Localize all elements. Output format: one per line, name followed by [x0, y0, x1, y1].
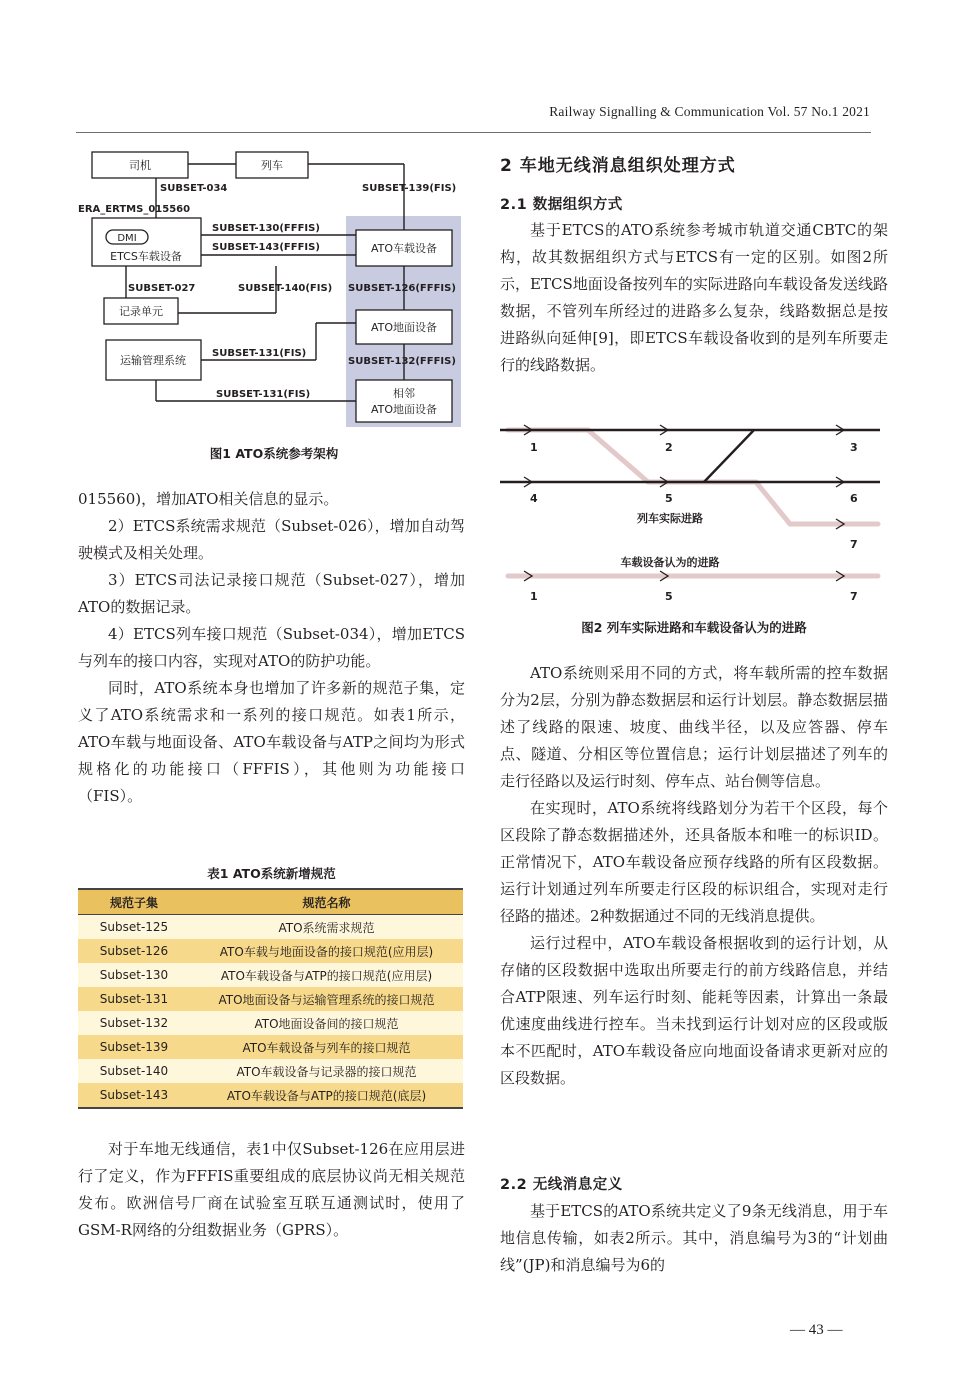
label-subset-034: SUBSET-034 — [160, 183, 228, 194]
node-label: 5 — [665, 590, 673, 603]
right-paragraph-1: 基于ETCS的ATO系统参考城市轨道交通CBTC的架构，故其数据组织方式与ETCS有一定的区别。如图2所示，ETCS地面设备按列车的实际进路向车载设备发送线路数据，不管列车所经过的进路多么复杂，线路数据总是按进路纵向延伸[9]，即ETCS车载设备收到的是列车所要走行的线路数据。 — [500, 221, 888, 374]
onboard-route-label: 车载设备认为的进路 — [620, 556, 720, 569]
node-label: 6 — [850, 492, 858, 505]
table-cell-name: ATO车载与地面设备的接口规范(应用层) — [190, 939, 463, 963]
section-2-1-heading: 2.1 数据组织方式 — [500, 197, 623, 213]
left-paragraph-1: 015560)，增加ATO相关信息的显示。 — [78, 490, 339, 508]
node-label: 7 — [850, 538, 858, 551]
table-cell-name: ATO地面设备间的接口规范 — [190, 1011, 463, 1035]
left-bottom-text — [78, 1136, 465, 1244]
node-label: 7 — [850, 590, 858, 603]
right-paragraph-5: 基于ETCS的ATO系统共定义了9条无线消息，用于车地信息传输，如表2所示。其中，消息编号为3的“计划曲线”(JP)和消息编号为6的 — [500, 1202, 888, 1274]
label-subset-027: SUBSET-027 — [128, 283, 196, 294]
route-highlight — [588, 430, 648, 482]
figure2-diagram — [498, 418, 888, 610]
node-label: 2 — [665, 441, 673, 454]
section-2-heading: 2 车地无线消息组织处理方式 — [500, 156, 736, 176]
adjacent-label-line1: 相邻 — [393, 387, 415, 400]
table1-header-subset: 规范子集 — [78, 889, 190, 915]
table-cell-subset: Subset-125 — [78, 915, 190, 940]
table-cell-subset: Subset-143 — [78, 1083, 190, 1108]
label-subset-143: SUBSET-143(FFFIS) — [212, 242, 320, 253]
table-cell-subset: Subset-139 — [78, 1035, 190, 1059]
node-label: 5 — [665, 492, 673, 505]
ato-ground-label: ATO地面设备 — [370, 321, 438, 334]
label-era: ERA_ERTMS_015560 — [78, 204, 191, 215]
table-cell-name: ATO车载设备与列车的接口规范 — [190, 1035, 463, 1059]
table-cell-subset: Subset-131 — [78, 987, 190, 1011]
tms-label: 运输管理系统 — [120, 354, 186, 367]
table-cell-subset: Subset-130 — [78, 963, 190, 987]
section-2-2-heading: 2.2 无线消息定义 — [500, 1177, 623, 1193]
label-subset-131b: SUBSET-131(FIS) — [216, 389, 311, 400]
right-paragraph-2: ATO系统则采用不同的方式，将车载所需的控车数据分为2层，分别为静态数据层和运行计划层。静态数据层描述了线路的限速、坡度、曲线半径，以及应答器、停车点、隧道、分相区等位置信息；运行计划层描述了列车的走行径路以及运行时刻、停车点、站台侧等信息。 — [500, 664, 888, 790]
page-number: — 43 — — [790, 1322, 843, 1338]
table-row — [78, 1059, 463, 1083]
driver-label: 司机 — [129, 159, 151, 172]
table-row — [78, 1035, 463, 1059]
right-text-block-3 — [500, 1198, 888, 1279]
label-subset-132: SUBSET-132(FFFIS) — [348, 356, 456, 367]
table-row — [78, 963, 463, 987]
table-row — [78, 939, 463, 963]
table-row — [78, 1083, 463, 1108]
figure2-caption: 图2 列车实际进路和车载设备认为的进路 — [581, 620, 807, 635]
table1-caption: 表1 ATO系统新增规范 — [207, 866, 336, 881]
table1-header-name: 规范名称 — [190, 889, 463, 915]
running-head: Railway Signalling & Communication Vol. 57 No.1 2021 — [549, 104, 870, 119]
left-column-text — [78, 486, 465, 810]
table-cell-name: ATO车载设备与记录器的接口规范 — [190, 1059, 463, 1083]
table-row — [78, 1011, 463, 1035]
table-row — [78, 915, 463, 940]
node-label: 1 — [530, 441, 538, 454]
table-cell-name: ATO车载设备与ATP的接口规范(应用层) — [190, 963, 463, 987]
node-label: 3 — [850, 441, 858, 454]
figure1-caption: 图1 ATO系统参考架构 — [209, 446, 339, 461]
table1 — [78, 888, 463, 1109]
right-text-block-1 — [500, 217, 888, 379]
table-cell-subset: Subset-140 — [78, 1059, 190, 1083]
table1-container — [78, 888, 463, 1109]
left-paragraph-2: 2）ETCS系统需求规范（Subset-026），增加自动驾驶模式及相关处理。 — [78, 517, 465, 562]
route-highlight — [756, 482, 790, 524]
figure1-diagram — [76, 148, 468, 450]
left-paragraph-5: 同时，ATO系统本身也增加了许多新的规范子集，定义了ATO系统需求和一系列的接口规范。如表1所示，ATO车载与地面设备、ATO车载设备与ATP之间均为形式规格化的功能接口（FFFIS），其他则为功能接口（FIS）。 — [78, 679, 465, 805]
label-subset-140: SUBSET-140(FIS) — [238, 283, 333, 294]
table-row — [78, 987, 463, 1011]
dmi-label: DMI — [117, 233, 137, 244]
table-cell-subset: Subset-126 — [78, 939, 190, 963]
node-label: 1 — [530, 590, 538, 603]
table1-header-row — [78, 889, 463, 915]
right-text-block-2 — [500, 660, 888, 1092]
right-paragraph-3: 在实现时，ATO系统将线路划分为若干个区段，每个区段除了静态数据描述外，还具备版本和唯一的标识ID。正常情况下，ATO车载设备应预存线路的所有区段数据。运行计划通过列车所要走行区段的标识组合，实现对走行径路的描述。2种数据通过不同的无线消息提供。 — [500, 799, 888, 925]
label-subset-139: SUBSET-139(FIS) — [362, 183, 457, 194]
table-cell-name: ATO车载设备与ATP的接口规范(底层) — [190, 1083, 463, 1108]
etcs-onboard-label: ETCS车载设备 — [110, 250, 182, 263]
label-subset-131a: SUBSET-131(FIS) — [212, 348, 307, 359]
right-paragraph-4: 运行过程中，ATO车载设备根据收到的运行计划，从存储的区段数据中选取出所要走行的前方线路信息，并结合ATP限速、列车运行时刻、能耗等因素，计算出一条最优速度曲线进行控车。当未找到运行计划对应的区段或版本不匹配时，ATO车载设备应向地面设备请求更新对应的区段数据。 — [500, 934, 888, 1087]
table-cell-name: ATO地面设备与运输管理系统的接口规范 — [190, 987, 463, 1011]
table-cell-subset: Subset-132 — [78, 1011, 190, 1035]
crossover-line — [704, 430, 754, 482]
ato-onboard-label: ATO车载设备 — [370, 242, 438, 255]
actual-route-label: 列车实际进路 — [637, 512, 703, 525]
train-label: 列车 — [261, 159, 283, 172]
left-paragraph-3: 3）ETCS司法记录接口规范（Subset-027），增加ATO的数据记录。 — [78, 571, 465, 616]
label-subset-126: SUBSET-126(FFFIS) — [348, 283, 456, 294]
left-paragraph-6: 对于车地无线通信，表1中仅Subset-126在应用层进行了定义，作为FFFIS重要组成的底层协议尚无相关规范发布。欧洲信号厂商在试验室互联互通测试时，使用了GSM-R网络的分组数据业务（GPRS）。 — [78, 1140, 465, 1239]
label-subset-130: SUBSET-130(FFFIS) — [212, 223, 320, 234]
recorder-label: 记录单元 — [119, 305, 163, 318]
left-paragraph-4: 4）ETCS列车接口规范（Subset-034），增加ETCS与列车的接口内容，实现对ATO的防护功能。 — [78, 625, 465, 670]
adjacent-label-line2: ATO地面设备 — [370, 403, 438, 416]
table-cell-name: ATO系统需求规范 — [190, 915, 463, 940]
node-label: 4 — [530, 492, 538, 505]
header-rule — [76, 132, 871, 133]
